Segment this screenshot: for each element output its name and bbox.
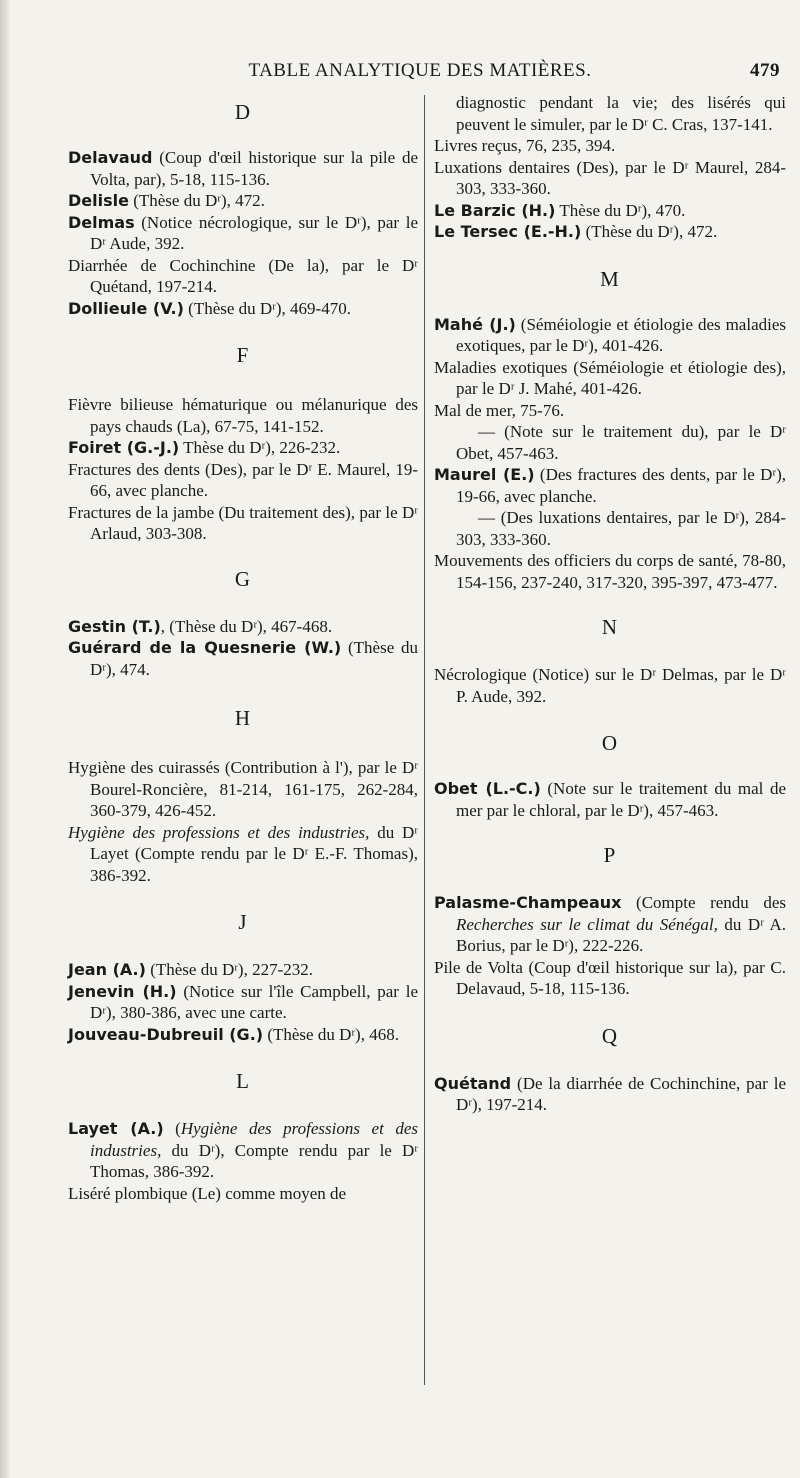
page-edge xyxy=(0,0,10,1478)
section-letter: F xyxy=(236,343,250,367)
entry-italic-title: Hygiène des professions et des industries xyxy=(90,1119,418,1160)
entry-text: (Thèse du Dʳ), 472. xyxy=(128,191,265,210)
entry-text: du Dʳ A. Borius, par le Dʳ), 222-226. xyxy=(456,914,786,955)
index-entry xyxy=(434,357,786,400)
entry-headword: Delmas xyxy=(68,212,135,232)
index-section xyxy=(434,843,786,1000)
section-letter: G xyxy=(234,566,252,591)
index-entry xyxy=(68,459,418,502)
entry-text: Maladies exotiques (Séméiologie et étiologie des), par le Dʳ J. Mahé, 401-426. xyxy=(434,357,786,398)
entry-text: Fièvre bilieuse hématurique ou mélanurique des pays chauds (La), 67-75, 141-152. xyxy=(68,395,418,436)
index-entry xyxy=(434,957,786,1000)
section-letter: H xyxy=(234,706,252,730)
page-header xyxy=(60,60,780,90)
entry-text: (Compte rendu des xyxy=(621,893,786,912)
entry-headword: Jouveau-Dubreuil (G.) xyxy=(68,1024,264,1044)
entry-headword: Dollieule (V.) xyxy=(68,298,184,318)
entry-text: , du Dʳ), Compte rendu par le Dʳ Thomas, 386-392. xyxy=(90,1140,418,1181)
entry-text: Mouvements des officiers du corps de santé, 78-80, 154-156, 237-240, 317-320, 395-397, 473-477. xyxy=(434,551,786,592)
entry-text: (De la diarrhée de Cochinchine, par le Dʳ), 197-214. xyxy=(456,1073,786,1114)
index-entry xyxy=(68,394,418,437)
entry-text: (Thèse du Dʳ), 472. xyxy=(581,222,718,241)
index-entry xyxy=(68,959,418,981)
left-column xyxy=(68,92,418,1204)
entry-headword: Palasme-Champeaux xyxy=(434,893,622,912)
entry-text: Luxations dentaires (Des), par le Dʳ Maurel, 284-303, 333-360. xyxy=(434,157,786,198)
index-entry xyxy=(68,616,418,638)
entry-text: — (Note sur le traitement du), par le Dʳ Obet, 457-463. xyxy=(456,422,786,463)
index-entry xyxy=(68,637,418,680)
entry-text: Diarrhée de Cochinchine (De la), par le Dʳ Quétand, 197-214. xyxy=(68,255,418,296)
entry-headword: Foiret (G.-J.) xyxy=(68,438,180,457)
index-entry xyxy=(68,298,418,320)
index-section xyxy=(434,267,786,594)
index-entry xyxy=(434,550,786,593)
entry-text: Fractures des dents (Des), par le Dʳ E. Maurel, 19-66, avec planche. xyxy=(68,459,418,500)
entry-text: Hygiène des cuirassés (Contribution à l'), par le Dʳ Bourel-Roncière, 81-214, 161-175, 262-284, 360-379, 426-452. xyxy=(68,758,418,820)
entry-text: (Séméiologie et étiologie des maladies exotiques, par le Dʳ), 401-426. xyxy=(456,314,787,355)
index-entry xyxy=(68,212,418,255)
index-entry xyxy=(68,1024,418,1046)
index-entry xyxy=(68,147,418,190)
entry-text: (Des fractures des dents, par le Dʳ), 19-66, avec planche. xyxy=(456,465,786,506)
section-letter: J xyxy=(238,910,248,934)
entry-text: (Note sur le traitement du mal de mer par le chloral, par le Dʳ), 457-463. xyxy=(456,779,787,820)
entry-text: Pile de Volta (Coup d'œil historique sur la), par C. Delavaud, 5-18, 115-136. xyxy=(434,957,786,998)
section-letter: D xyxy=(234,100,252,124)
entry-headword: Jenevin (H.) xyxy=(68,981,177,1001)
index-section xyxy=(68,706,418,886)
index-section xyxy=(434,1024,786,1116)
entry-text: (Thèse du Dʳ), 474. xyxy=(90,638,418,679)
column-divider xyxy=(424,95,425,1385)
section-letter: N xyxy=(601,615,619,639)
entry-italic-title: Recherches sur le climat du Sénégal, xyxy=(456,914,718,934)
page-title: TABLE ANALYTIQUE DES MATIÈRES. xyxy=(248,60,592,81)
index-entry xyxy=(434,464,786,507)
entry-text: Liséré plombique (Le) comme moyen de xyxy=(68,1183,347,1203)
index-entry xyxy=(434,92,786,135)
index-section xyxy=(434,731,786,821)
index-section xyxy=(68,567,418,681)
entry-text: (Thèse du Dʳ), 227-232. xyxy=(145,960,313,979)
entry-text: — (Des luxations dentaires, par le Dʳ), 284-303, 333-360. xyxy=(456,508,786,549)
entry-headword: Quétand xyxy=(434,1073,512,1093)
index-entry xyxy=(434,1073,786,1116)
index-entry xyxy=(68,1183,418,1205)
index-entry: Layet (A.) (Hygiène des professions et des industries, du Dʳ), Compte rendu par le Dʳ Thomas, 386-392. xyxy=(68,1119,418,1181)
index-entry xyxy=(434,507,786,550)
index-entry xyxy=(434,664,786,707)
index-entry xyxy=(434,200,786,222)
entry-text: (Thèse du Dʳ), 469-470. xyxy=(183,298,351,318)
entry-text: diagnostic pendant la vie; des lisérés qui peuvent le simuler, par le Dʳ C. Cras, 137-141. xyxy=(456,93,786,134)
section-letter: Q xyxy=(601,1023,619,1048)
index-entry xyxy=(68,255,418,298)
entry-text: Nécrologique (Notice) sur le Dʳ Delmas, par le Dʳ P. Aude, 392. xyxy=(434,665,786,706)
entry-headword: Layet (A.) xyxy=(68,1119,164,1138)
index-section xyxy=(434,615,786,707)
entry-text: Fractures de la jambe (Du traitement des), par le Dʳ Arlaud, 303-308. xyxy=(68,502,418,543)
index-entry xyxy=(434,157,786,200)
section-letter: L xyxy=(236,1069,250,1093)
index-entry xyxy=(68,190,418,212)
index-entry xyxy=(68,757,418,822)
index-section xyxy=(68,1069,418,1204)
section-letter: O xyxy=(601,731,619,755)
entry-text: (Notice sur l'île Campbell, par le Dʳ), 380-386, avec une carte. xyxy=(90,981,419,1022)
entry-headword: Jean (A.) xyxy=(68,960,146,979)
index-entry xyxy=(434,892,786,957)
entry-text: (Notice nécrologique, sur le Dʳ), par le Dʳ Aude, 392. xyxy=(90,212,418,253)
entry-text: Livres reçus, 76, 235, 394. xyxy=(434,136,616,155)
index-entry xyxy=(68,981,418,1024)
index-entry xyxy=(434,778,786,821)
index-entry xyxy=(434,135,786,157)
entry-headword: Delisle xyxy=(68,191,129,210)
entry-text: (Coup d'œil historique sur la pile de Volta, par), 5-18, 115-136. xyxy=(90,148,418,189)
section-letter: P xyxy=(603,843,617,867)
index-entry xyxy=(434,421,786,464)
entry-headword: Mahé (J.) xyxy=(434,314,516,334)
entry-text: , (Thèse du Dʳ), 467-468. xyxy=(160,616,333,636)
entry-headword: Obet (L.-C.) xyxy=(434,779,541,798)
index-section xyxy=(434,92,786,243)
entry-headword: Le Barzic (H.) xyxy=(434,200,556,220)
entry-text: Mal de mer, 75-76. xyxy=(434,400,565,420)
page-number: 479 xyxy=(750,60,780,81)
entry-headword: Guérard de la Quesnerie (W.) xyxy=(68,638,342,657)
entry-headword: Delavaud xyxy=(68,148,153,167)
index-entry xyxy=(68,502,418,545)
entry-headword: Le Tersec (E.-H.) xyxy=(434,222,582,241)
entry-text: Thèse du Dʳ), 226-232. xyxy=(179,438,341,457)
index-section xyxy=(68,910,418,1045)
index-section xyxy=(68,343,418,545)
index-entry xyxy=(68,437,418,459)
entry-text: du Dʳ Layet (Compte rendu par le Dʳ E.-F. Thomas), 386-392. xyxy=(90,822,418,885)
entry-italic-title: Hygiène des professions et des industries, xyxy=(68,822,370,842)
index-section xyxy=(68,100,418,319)
entry-text: Thèse du Dʳ), 470. xyxy=(555,200,686,220)
right-column xyxy=(434,92,786,1116)
entry-text: (Thèse du Dʳ), 468. xyxy=(263,1024,399,1044)
entry-headword: Gestin (T.) xyxy=(68,616,161,636)
index-entry xyxy=(68,822,418,887)
section-letter: M xyxy=(600,266,620,291)
entry-headword: Maurel (E.) xyxy=(434,465,535,484)
index-entry xyxy=(434,314,786,357)
index-entry xyxy=(434,400,786,422)
index-entry xyxy=(434,221,786,243)
